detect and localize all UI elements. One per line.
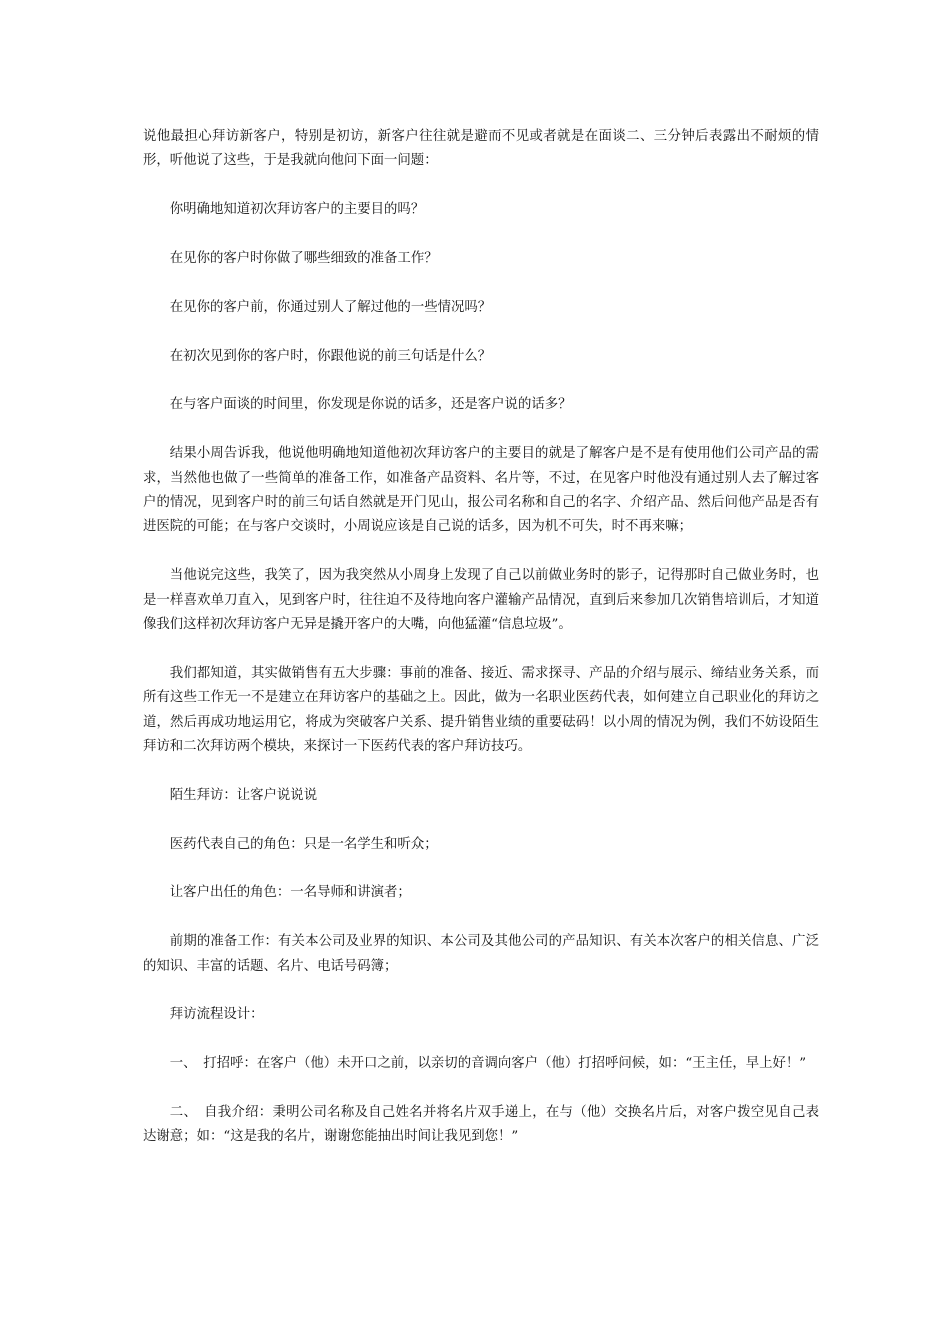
question-5: 在与客户面谈的时间里，你发现是你说的话多，还是客户说的话多？ <box>169 397 572 413</box>
flow-design-heading: 拜访流程设计： <box>169 1007 264 1023</box>
paragraph-intro: 说他最担心拜访新客户，特别是初访，新客户往往就是避而不见或者就是在面谈二、三分钟后表露出不耐烦的情形，听他说了这些，于是我就向他问下面一问题： <box>143 129 819 169</box>
question-4: 在初次见到你的客户时，你跟他说的前三句话是什么？ <box>169 348 492 364</box>
flow-step-2: 二、 自我介绍：秉明公司名称及自己姓名并将名片双手递上，在与（他）交换名片后，对客户拨空见自己表达谢意；如：“这是我的名片，谢谢您能抽出时间让我见到您！” <box>143 1105 819 1145</box>
paragraph-five-steps: 我们都知道，其实做销售有五大步骤：事前的准备、接近、需求探寻、产品的介绍与展示、缔结业务关系，而所有这些工作无一不是建立在拜访客户的基础之上。因此，做为一名职业医药代表，如何建立自己职业化的拜访之道，然后再成功地运用它，将成为突破客户关系、提升销售业绩的重要砝码！以小周的情况为例，我们不妨设陌生拜访和二次拜访两个模块，来探讨一下医药代表的客户拜访技巧。 <box>143 665 819 755</box>
section-heading-cold-visit: 陌生拜访：让客户说说说 <box>169 787 318 803</box>
paragraph-reflection: 当他说完这些，我笑了，因为我突然从小周身上发现了自己以前做业务时的影子，记得那时自己做业务时，也是一样喜欢单刀直入，见到客户时，往往迫不及待地向客户灌输产品情况，直到后来参加几次销售培训后，才知道像我们这样初次拜访客户无异是撬开客户的大嘴，向他猛灌“信息垃圾”。 <box>143 568 819 633</box>
question-2: 在见你的客户时你做了哪些细致的准备工作？ <box>169 251 438 266</box>
role-rep: 医药代表自己的角色：只是一名学生和听众； <box>169 836 438 852</box>
question-1: 你明确地知道初次拜访客户的主要目的吗？ <box>169 202 425 218</box>
flow-step-1: 一、 打招呼：在客户（他）未开口之前，以亲切的音调向客户（他）打招呼问候，如：“王主任，早上好！” <box>169 1056 807 1072</box>
question-3: 在见你的客户前，你通过别人了解过他的一些情况吗？ <box>169 299 492 315</box>
preparation: 前期的准备工作：有关本公司及业界的知识、本公司及其他公司的产品知识、有关本次客户的相关信息、广泛的知识、丰富的话题、名片、电话号码簿； <box>143 934 819 974</box>
role-client: 让客户出任的角色：一名导师和讲演者； <box>169 885 411 901</box>
paragraph-result: 结果小周告诉我，他说他明确地知道他初次拜访客户的主要目的就是了解客户是不是有使用他们公司产品的需求，当然他也做了一些简单的准备工作，如准备产品资料、名片等，不过，在见客户时他没有通过别人去了解过客户的情况，见到客户时的前三句话自然就是开门见山，报公司名称和自己的名字、介绍产品、然后问他产品是否有进医院的可能；在与客户交谈时，小周说应该是自己说的话多，因为机不可失，时不再来嘛； <box>143 446 819 535</box>
document-body <box>143 125 819 1174</box>
